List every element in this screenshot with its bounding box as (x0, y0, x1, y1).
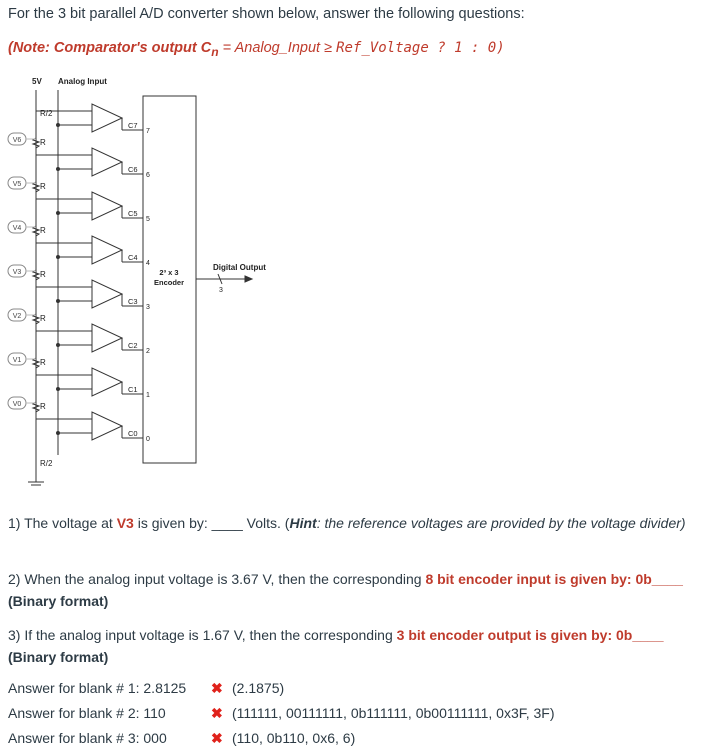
comparator-label: C1 (128, 385, 138, 394)
analog-input-label: Analog Input (58, 77, 107, 86)
comparator-C3 (92, 280, 122, 308)
answer-row-3: Answer for blank # 3: 000 ✖ (110, 0b110, 0x6, 6) (8, 730, 356, 746)
comparator-label: C6 (128, 165, 138, 174)
comparator-label: C3 (128, 297, 138, 306)
resistor-label: R (40, 402, 46, 411)
encoder-label-line2: Encoder (153, 278, 185, 287)
encoder-label-line1: 2³ x 3 (159, 268, 179, 277)
resistor-label: R (40, 138, 46, 147)
resistor-label: R (40, 270, 46, 279)
node-label: V6 (12, 137, 22, 144)
flash-adc-circuit-diagram (0, 70, 300, 500)
question-intro: For the 3 bit parallel A/D converter shown below, answer the following questions: (8, 6, 525, 22)
incorrect-icon: ✖ (211, 680, 223, 696)
encoder-pin-label: 7 (146, 128, 150, 135)
expected-answer: (2.1875) (232, 680, 285, 696)
encoder-pin-label: 2 (146, 348, 150, 355)
answer-row-1: Answer for blank # 1: 2.8125 ✖ (2.1875) (8, 680, 285, 696)
answer-row-2: Answer for blank # 2: 110 ✖ (111111, 00111111, 0b111111, 0b00111111, 0x3F, 3F) (8, 705, 555, 721)
bus-width-label: 3 (219, 287, 223, 294)
encoder-pin-label: 1 (146, 392, 150, 399)
encoder-pin-label: 6 (146, 172, 150, 179)
incorrect-icon: ✖ (211, 705, 223, 721)
resistor-top-label: R/2 (40, 109, 53, 118)
node-label: V0 (12, 401, 22, 408)
comparator-C7 (92, 104, 122, 132)
encoder-pin-label: 3 (146, 304, 150, 311)
question-1: 1) The voltage at V3 is given by: ____ Volts. (Hint: the reference voltages are provided by the voltage divider) (8, 515, 686, 531)
comparator-note: (Note: Comparator's output $C_n$ = Analog_Input ≥ Ref_Voltage ? 1 : 0) (8, 40, 505, 59)
comparator-C6 (92, 148, 122, 176)
node-label: V1 (12, 357, 22, 364)
digital-output-label: Digital Output (213, 263, 266, 272)
question-3: 3) If the analog input voltage is 1.67 V, then the corresponding 3 bit encoder output is given by: 0b____ (Binary format) (8, 627, 664, 665)
node-label: V5 (12, 181, 22, 188)
question-2: 2) When the analog input voltage is 3.67 V, then the corresponding 8 bit encoder input is given by: 0b____ (Binary format) (8, 571, 683, 609)
resistor-label: R (40, 314, 46, 323)
comparator-C2 (92, 324, 122, 352)
resistor-label: R (40, 226, 46, 235)
node-label: V4 (12, 225, 22, 232)
node-label: V3 (12, 269, 22, 276)
resistor-label: R (40, 182, 46, 191)
incorrect-icon: ✖ (211, 730, 223, 746)
comparator-C1 (92, 368, 122, 396)
expected-answer: (110, 0b110, 0x6, 6) (232, 730, 356, 746)
comparator-C4 (92, 236, 122, 264)
encoder-pin-label: 5 (146, 216, 150, 223)
encoder-pin-label: 0 (146, 436, 150, 443)
comparator-label: C7 (128, 121, 138, 130)
comparator-C0 (92, 412, 122, 440)
expected-answer: (111111, 00111111, 0b111111, 0b00111111, 0x3F, 3F) (232, 705, 555, 721)
node-label: V2 (12, 313, 22, 320)
comparator-C5 (92, 192, 122, 220)
resistor-bottom-label: R/2 (40, 459, 53, 468)
supply-5v-label: 5V (32, 77, 42, 86)
encoder-pin-label: 4 (146, 260, 150, 267)
comparator-label: C5 (128, 209, 138, 218)
comparator-label: C4 (128, 253, 138, 262)
comparator-label: C2 (128, 341, 138, 350)
resistor-label: R (40, 358, 46, 367)
comparator-label: C0 (128, 429, 138, 438)
